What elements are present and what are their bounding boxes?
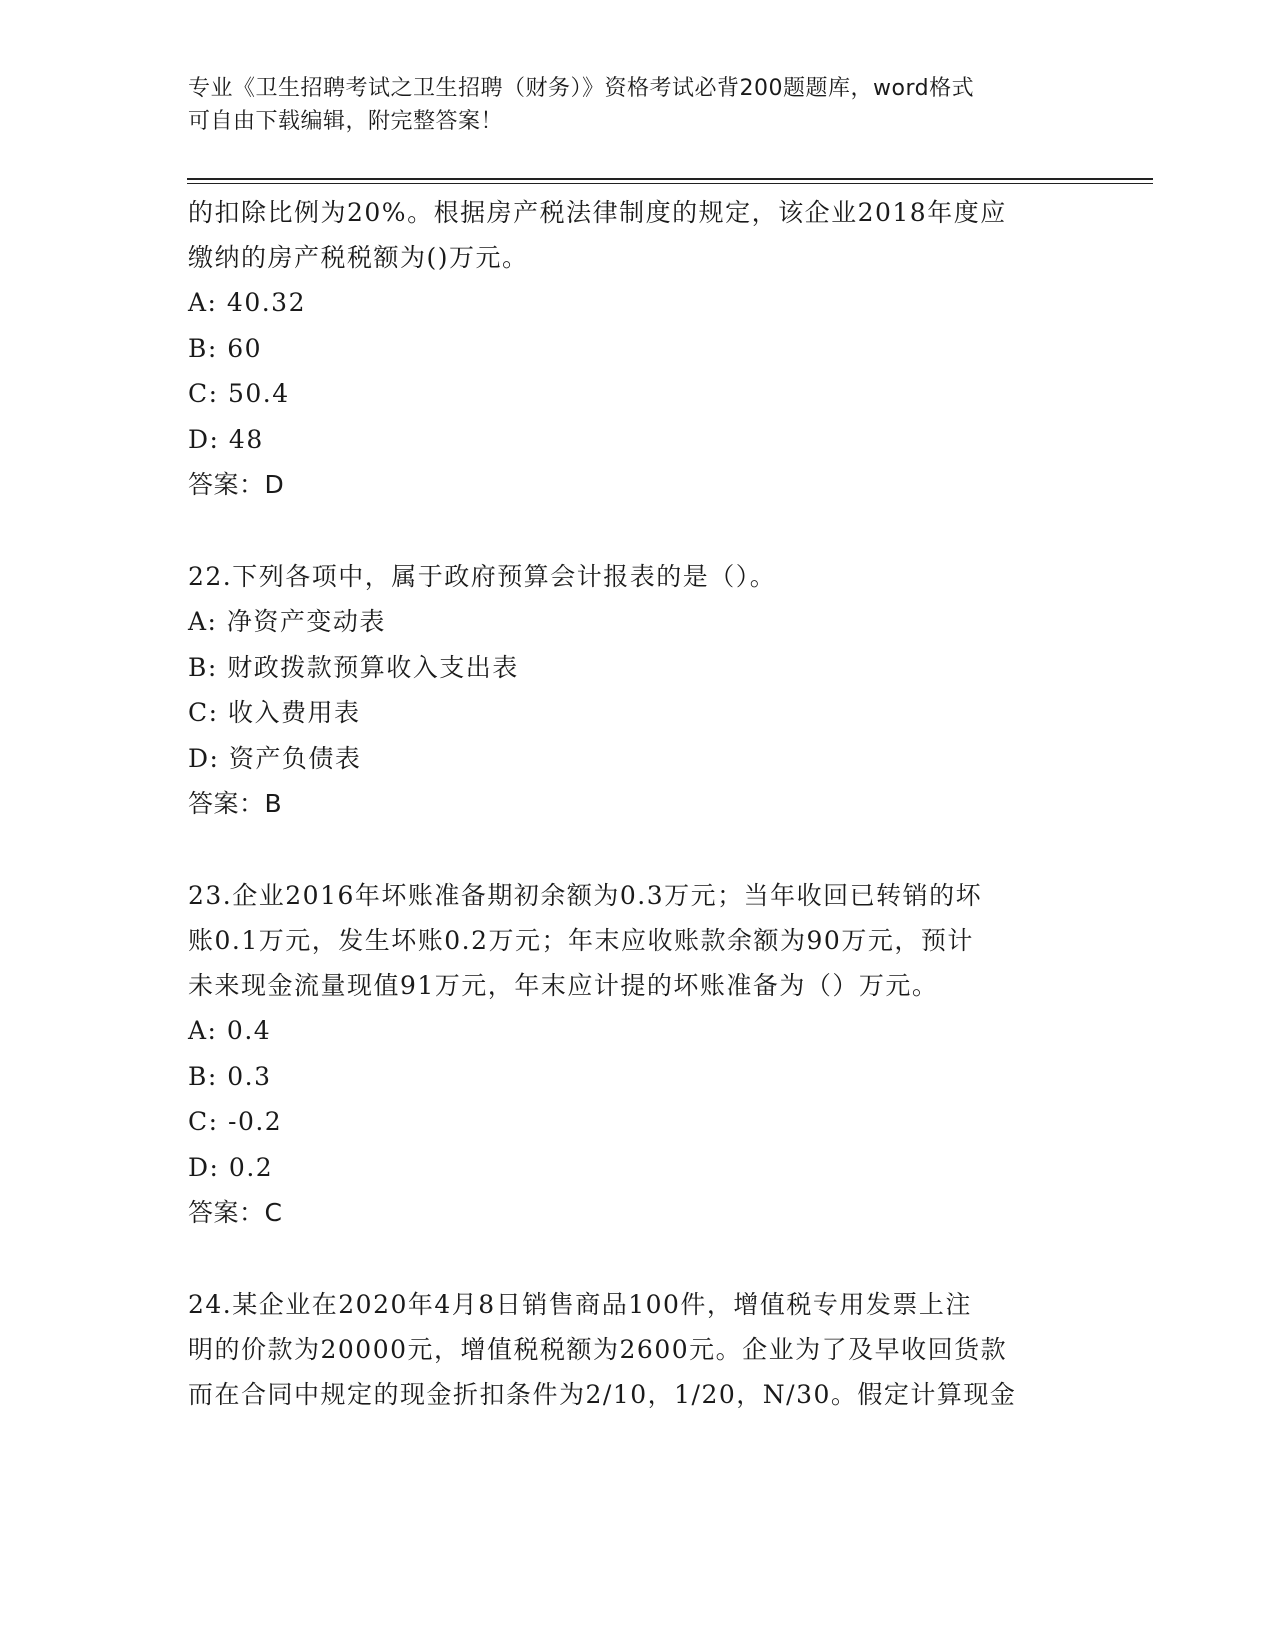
question-23: [188, 873, 1088, 1235]
question-stem-line: 23.企业2016年坏账准备期初余额为0.3万元；当年收回已转销的坏: [188, 881, 983, 910]
answer-line: 答案：C: [188, 1198, 283, 1227]
header-divider-thick: [187, 178, 1153, 180]
question-stem-line: 缴纳的房产税税额为()万元。: [188, 243, 529, 272]
header-divider-thin: [187, 183, 1153, 184]
option-c: C: 收入费用表: [188, 698, 361, 727]
option-d: D: 0.2: [188, 1152, 274, 1182]
question-stem-line: 24.某企业在2020年4月8日销售商品100件，增值税专用发票上注: [188, 1290, 972, 1319]
option-a: A: 0.4: [188, 1016, 272, 1045]
question-list: [188, 190, 1088, 1417]
option-c: C: 50.4: [188, 379, 290, 408]
question-stem-line: 而在合同中规定的现金折扣条件为2/10，1/20，N/30。假定计算现金: [188, 1380, 1017, 1409]
document-header: [188, 72, 1068, 138]
option-a: A: 40.32: [188, 288, 306, 317]
question-stem-line: 明的价款为20000元，增值税税额为2600元。企业为了及早收回货款: [188, 1335, 1008, 1364]
option-b: B: 财政拨款预算收入支出表: [188, 652, 519, 682]
answer-line: 答案：D: [188, 470, 285, 499]
question-22: [188, 554, 1088, 826]
question-stem-line: 未来现金流量现值91万元，年末应计提的坏账准备为（）万元。: [188, 971, 939, 1000]
option-b: B: 0.3: [188, 1061, 272, 1091]
option-d: D: 资产负债表: [188, 743, 362, 773]
question-stem-line: 的扣除比例为20%。根据房产税法律制度的规定，该企业2018年度应: [188, 198, 1007, 227]
option-b: B: 60: [188, 333, 263, 363]
header-title-line-1: 专业《卫生招聘考试之卫生招聘（财务）》资格考试必背200题题库，word格式: [188, 76, 975, 101]
question-stem-line: 账0.1万元，发生坏账0.2万元；年末应收账款余额为90万元，预计: [188, 926, 974, 955]
option-c: C: -0.2: [188, 1107, 283, 1136]
question-21-continued: [188, 190, 1088, 507]
option-d: D: 48: [188, 424, 264, 454]
question-stem-line: 22.下列各项中，属于政府预算会计报表的是（）。: [188, 562, 777, 591]
question-24: [188, 1282, 1088, 1417]
answer-line: 答案：B: [188, 789, 283, 818]
header-title-line-2: 可自由下载编辑，附完整答案！: [188, 109, 504, 134]
option-a: A: 净资产变动表: [188, 607, 386, 636]
